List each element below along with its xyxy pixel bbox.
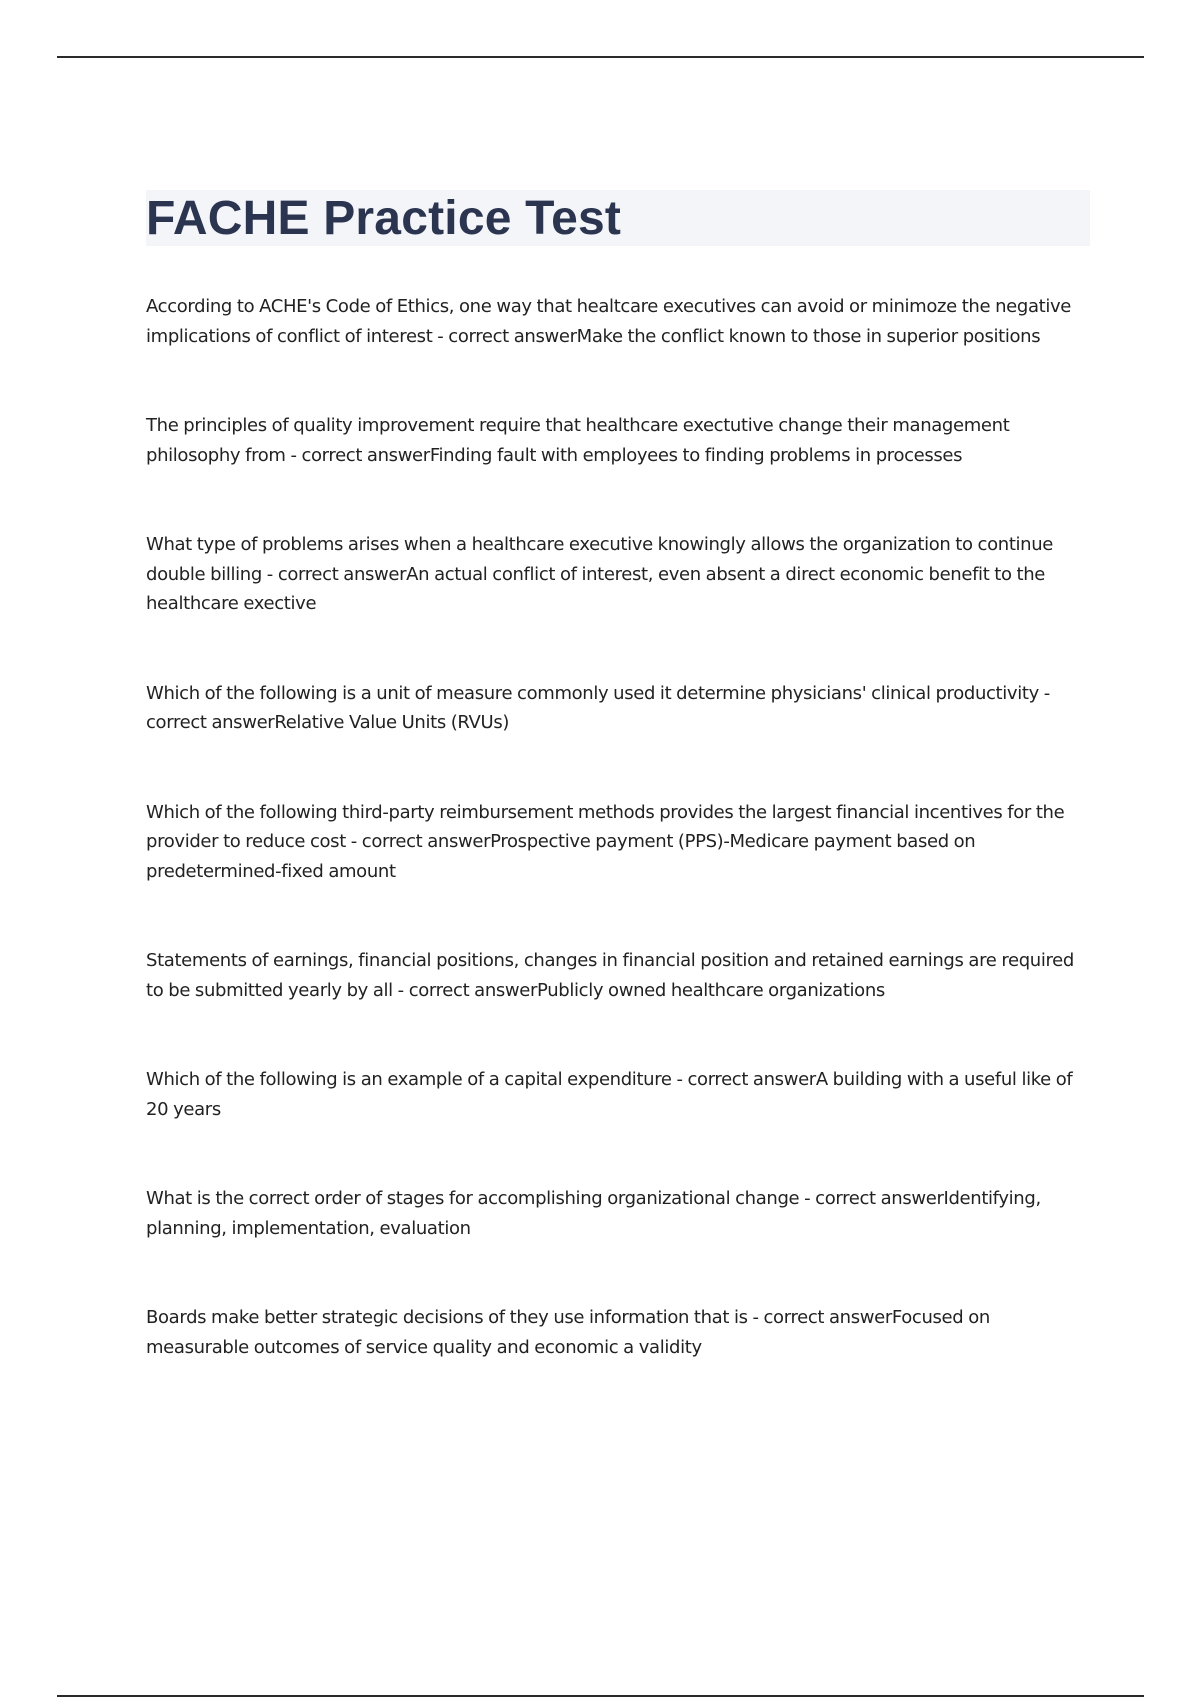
qa-item: The principles of quality improvement require that healthcare exectutive change their management philosophy from - correct answerFinding fault with employees to finding problems in processes bbox=[146, 415, 1010, 466]
question-answer-list bbox=[146, 292, 1092, 1422]
qa-item: Boards make better strategic decisions of they use information that is - correct answerFocused on measurable outcomes of service quality and economic a validity bbox=[146, 1307, 990, 1358]
qa-item: Which of the following is a unit of measure commonly used it determine physicians' clinical productivity - correct answerRelative Value Units (RVUs) bbox=[146, 682, 1050, 733]
footer-rule bbox=[57, 1695, 1144, 1697]
header-rule bbox=[57, 56, 1144, 58]
qa-item: Which of the following third-party reimbursement methods provides the largest financial incentives for the provider to reduce cost - correct answerProspective payment (PPS)-Medicare payment based on predetermined-fixed amount bbox=[146, 801, 1065, 882]
qa-item: Which of the following is an example of a capital expenditure - correct answerA building with a useful like of 20 years bbox=[146, 1069, 1073, 1120]
qa-item: What type of problems arises when a healthcare executive knowingly allows the organization to continue double billing - correct answerAn actual conflict of interest, even absent a direct economic benefit to the healthcare exective bbox=[146, 534, 1054, 614]
document-title: FACHE Practice Test bbox=[146, 192, 622, 245]
qa-item: Statements of earnings, financial positions, changes in financial position and retained earnings are required to be submitted yearly by all - correct answerPublicly owned healthcare organizations bbox=[146, 950, 1074, 1001]
qa-item: According to ACHE's Code of Ethics, one way that healtcare executives can avoid or minimoze the negative implications of conflict of interest - correct answerMake the conflict known to those in superior positions bbox=[146, 296, 1072, 347]
qa-item: What is the correct order of stages for accomplishing organizational change - correct answerIdentifying, planning, implementation, evaluation bbox=[146, 1188, 1041, 1239]
